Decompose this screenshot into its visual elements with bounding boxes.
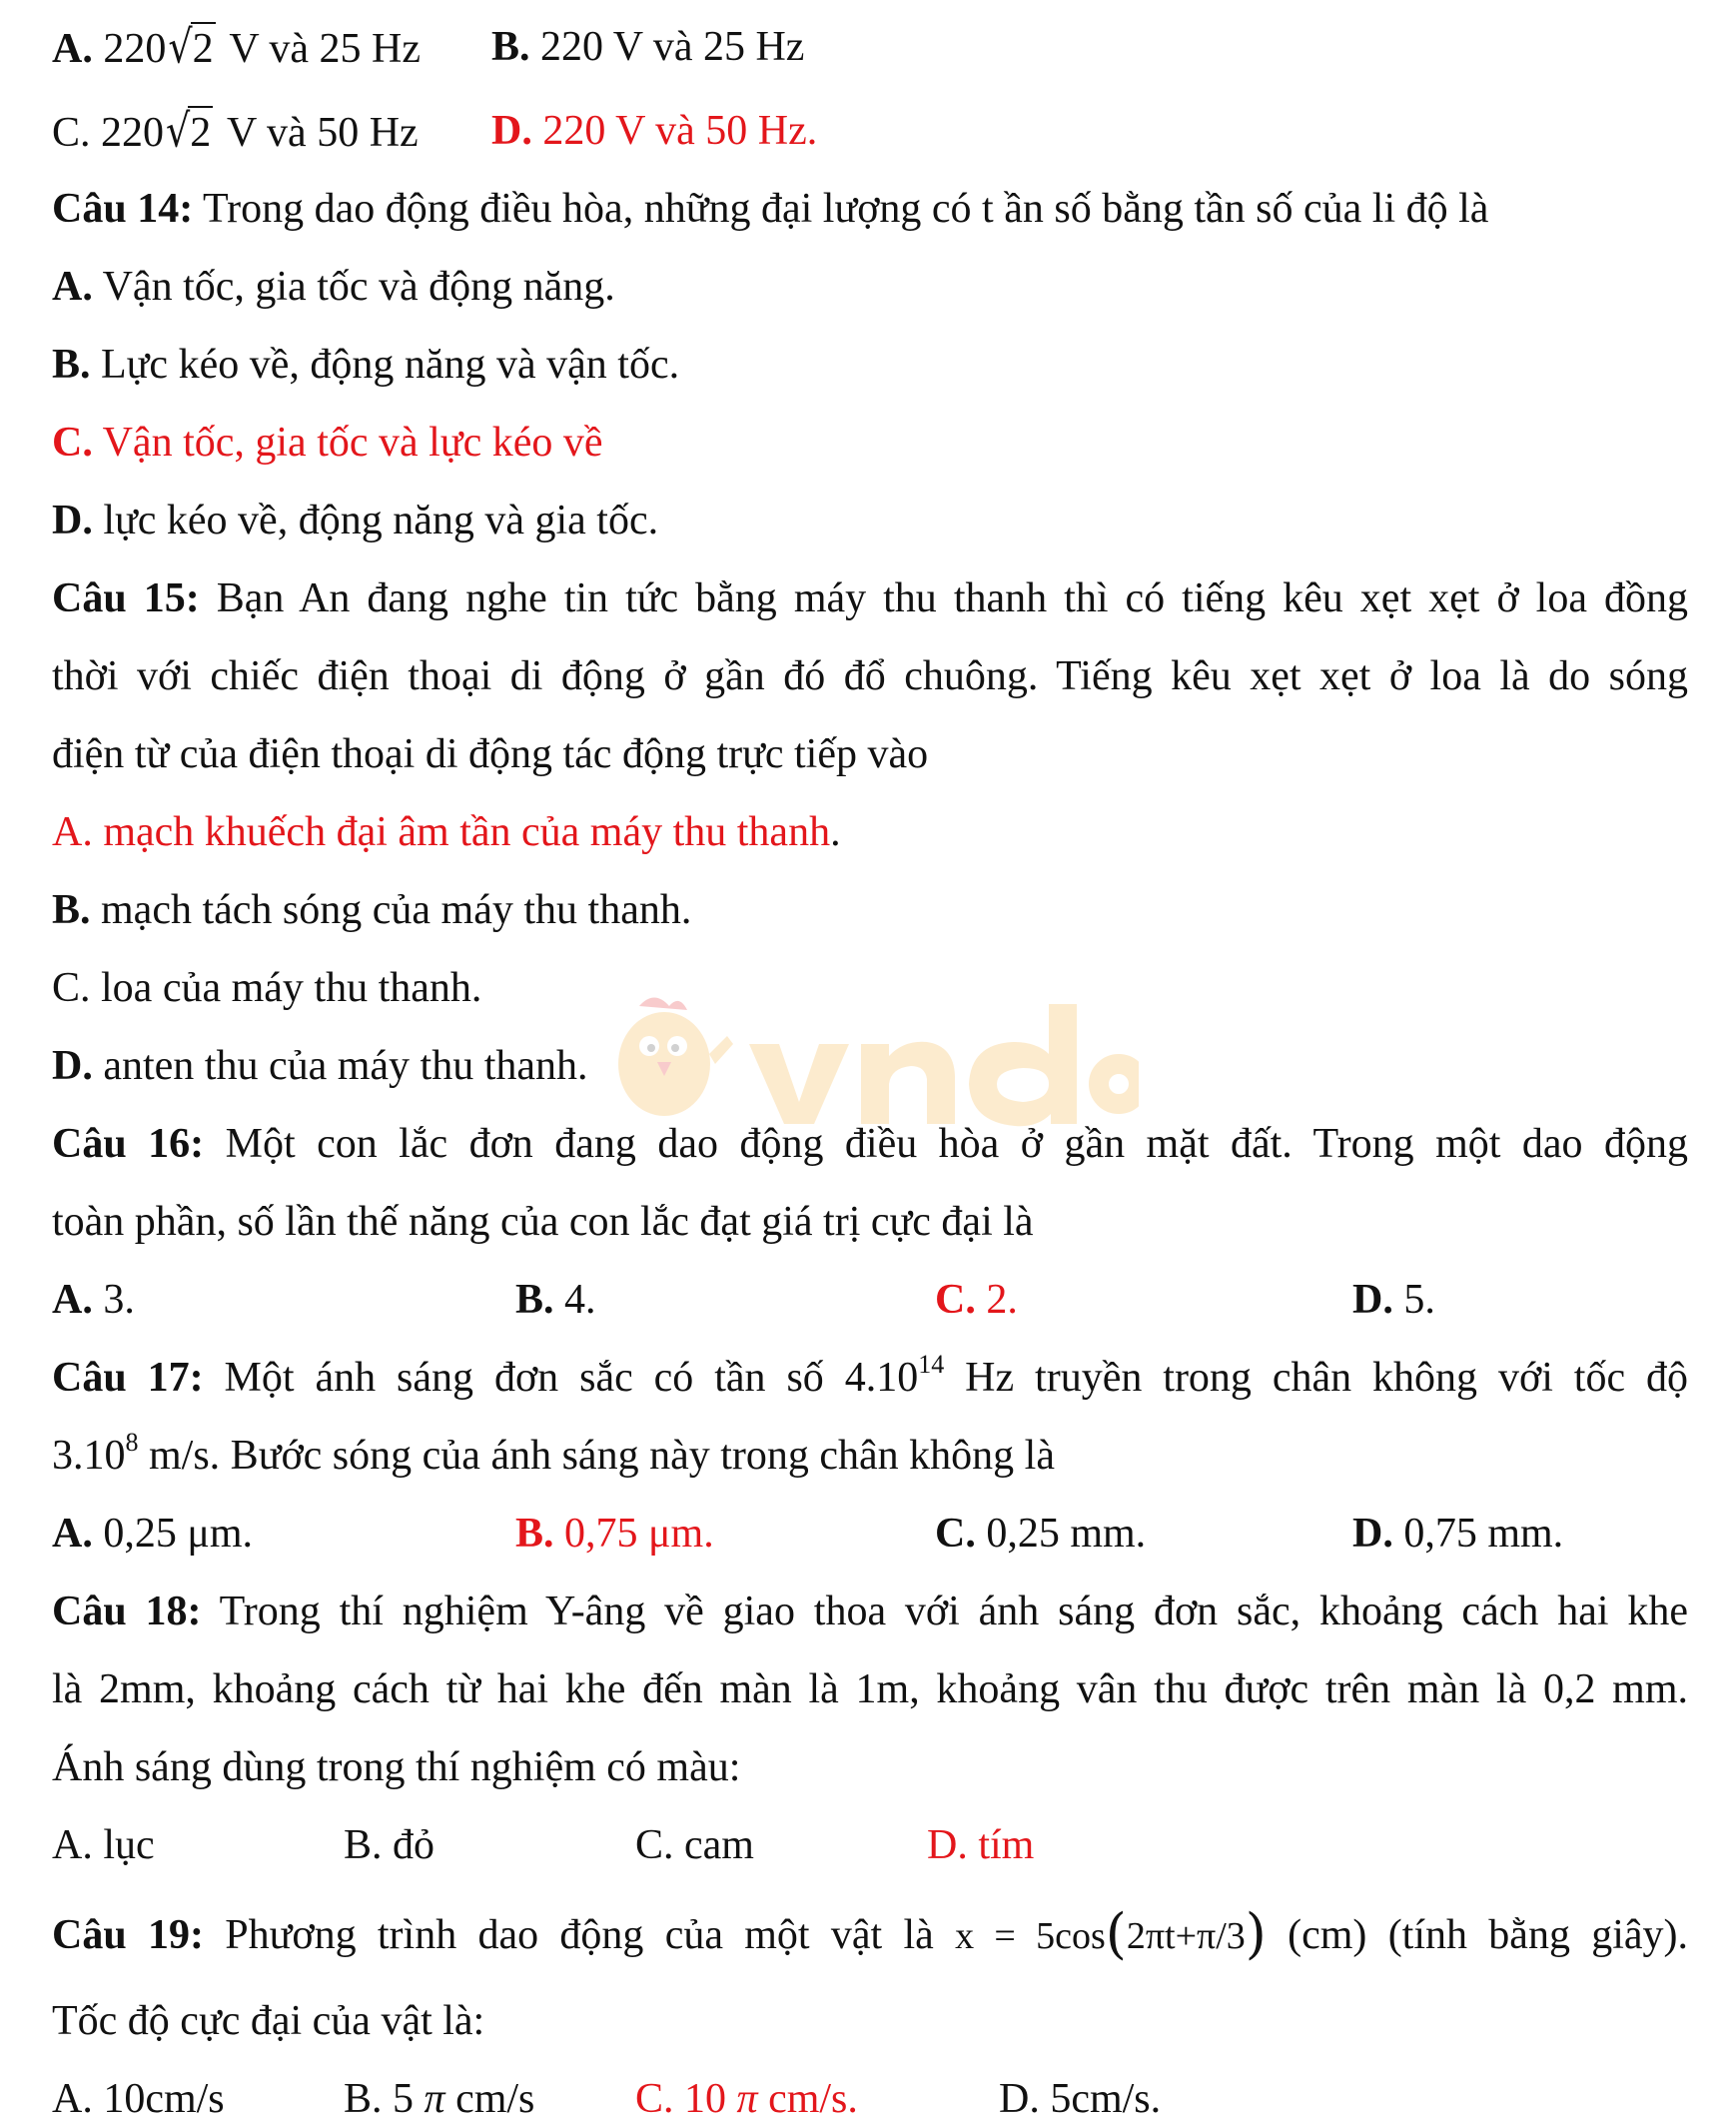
q15-stem-line2: thời với chiếc điện thoại di động ở gần đó đổ chuông. Tiếng kêu xẹt xẹt ở loa là do sóng (52, 653, 1688, 699)
q17-option-a: A. 0,25 μm. (52, 1511, 254, 1557)
q19-option-b: B. 5 π cm/s (344, 2076, 535, 2122)
q16-stem-line1: Câu 16: Một con lắc đơn đang dao động điều hòa ở gần mặt đất. Trong một dao động (52, 1121, 1688, 1167)
q18-option-b: B. đỏ (344, 1822, 435, 1868)
q14-option-a: A. Vận tốc, gia tốc và động năng. (52, 264, 615, 310)
chicken-mascot-icon (618, 998, 733, 1117)
q15-stem-line1: Câu 15: Bạn An đang nghe tin tức bằng máy thu thanh thì có tiếng kêu xẹt xẹt ở loa đồng (52, 575, 1688, 621)
q15-option-c: C. loa của máy thu thanh. (52, 965, 482, 1011)
q19-equation: x = 5cos(2πt+π/3) (955, 1902, 1267, 1965)
vndoc-wordmark (749, 1004, 1139, 1126)
q14-option-b: B. Lực kéo về, động năng và vận tốc. (52, 342, 680, 388)
q19-stem-line2: Tốc độ cực đại của vật là: (52, 1998, 485, 2044)
q18-stem-line3: Ánh sáng dùng trong thí nghiệm có màu: (52, 1744, 741, 1790)
q17-stem-line2: 3.10$^8$ m/s. Bước sóng của ánh sáng này trong chân không là (52, 1428, 1055, 1479)
q14-option-d: D. lực kéo về, động năng và gia tốc. (52, 498, 659, 543)
q13-option-c: C. 220√2 V và 50 Hz (52, 104, 419, 158)
q16-option-b: B. 4. (515, 1277, 596, 1323)
q15-option-b: B. mạch tách sóng của máy thu thanh. (52, 887, 692, 933)
q18-stem-line1: Câu 18: Trong thí nghiệm Y-âng về giao thoa với ánh sáng đơn sắc, khoảng cách hai khe (52, 1589, 1688, 1634)
q18-option-a: A. lục (52, 1822, 155, 1868)
q18-option-d-answer: D. tím (927, 1822, 1035, 1868)
q18-option-c: C. cam (635, 1822, 754, 1868)
q16-stem-line2: toàn phần, số lần thế năng của con lắc đạt giá trị cực đại là (52, 1199, 1034, 1245)
sqrt-symbol: √2 (168, 20, 214, 74)
q17-stem-line1: Câu 17: Một ánh sáng đơn sắc có tần số 4.10$^{14}$ Hz truyền trong chân không với tốc độ (52, 1350, 1689, 1401)
q15-option-a-answer: A. mạch khuếch đại âm tần của máy thu thanh. (52, 809, 841, 855)
sqrt-symbol: √2 (166, 104, 212, 158)
q15-stem-line3: điện từ của điện thoại di động tác động trực tiếp vào (52, 731, 929, 777)
q16-option-d: D. 5. (1352, 1277, 1435, 1323)
q19-option-d: D. 5cm/s. (999, 2076, 1162, 2122)
q13-option-a: A. 220√2 V và 25 Hz (52, 20, 421, 74)
q15-option-d: D. anten thu của máy thu thanh. (52, 1043, 588, 1089)
q13-option-b: B. 220 V và 25 Hz (491, 24, 805, 70)
q19-option-c-answer: C. 10 π cm/s. (635, 2076, 858, 2122)
q17-option-c: C. 0,25 mm. (935, 1511, 1147, 1557)
q17-option-d: D. 0,75 mm. (1352, 1511, 1564, 1557)
q17-option-b-answer: B. 0,75 μm. (515, 1511, 714, 1557)
q16-option-a: A. 3. (52, 1277, 135, 1323)
q19-option-a: A. 10cm/s (52, 2076, 225, 2122)
q19-stem-line1: Câu 19: Phương trình dao động của một vật là x = 5cos(2πt+π/3) (cm) (tính bằng giây). (52, 1902, 1689, 1965)
vndoc-watermark-logo (599, 984, 1139, 1129)
q14-option-c-answer: C. Vận tốc, gia tốc và lực kéo về (52, 420, 603, 466)
q16-option-c-answer: C. 2. (935, 1277, 1018, 1323)
q13-option-d-answer: D. 220 V và 50 Hz. (491, 108, 818, 154)
q14-stem: Câu 14: Trong dao động điều hòa, những đại lượng có t ần số bằng tần số của li độ là (52, 186, 1489, 232)
q18-stem-line2: là 2mm, khoảng cách từ hai khe đến màn là 1m, khoảng vân thu được trên màn là 0,2 mm. (52, 1666, 1688, 1712)
